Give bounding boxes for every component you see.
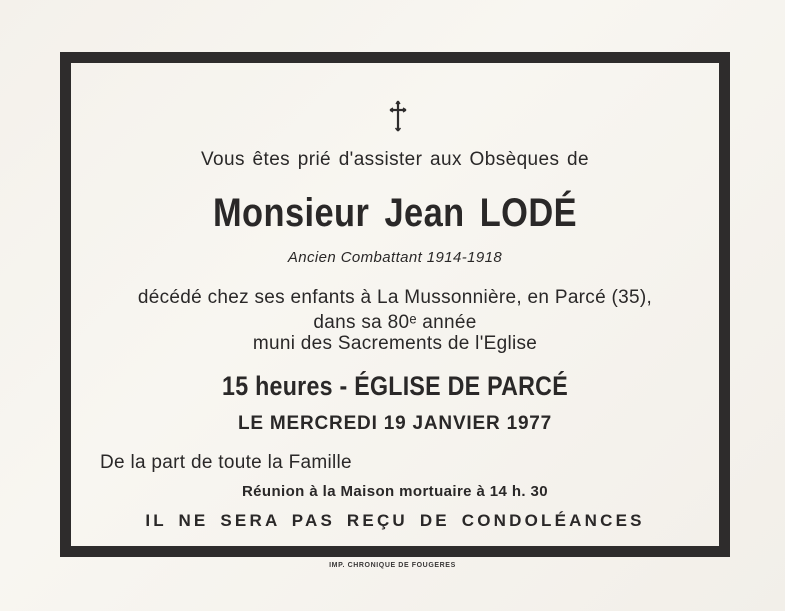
cross-icon [387,99,409,133]
condolences-notice: IL NE SERA PAS REÇU DE CONDOLÉANCES [145,511,645,530]
death-place-text: décédé chez ses enfants à La Mussonnière, en Parcé (35), [137,287,653,308]
age-text: dans sa 80ᵉ année [313,312,477,333]
service-time-place: 15 heures - ÉGLISE DE PARCÉ [222,371,568,401]
deceased-name: Monsieur Jean LODÉ [212,191,578,235]
printer-imprint: IMP. CHRONIQUE DE FOUGERES [329,562,456,569]
invitation-text: Vous êtes prié d'assister aux Obsèques de [201,149,589,170]
deceased-title: Ancien Combattant 1914-1918 [287,249,503,266]
family-text: De la part de toute la Famille [100,452,352,473]
reunion-text: Réunion à la Maison mortuaire à 14 h. 30 [241,483,549,500]
service-date: LE MERCREDI 19 JANVIER 1977 [237,413,553,434]
sacraments-text: muni des Sacrements de l'Eglise [252,333,538,354]
announcement-content [71,63,719,546]
